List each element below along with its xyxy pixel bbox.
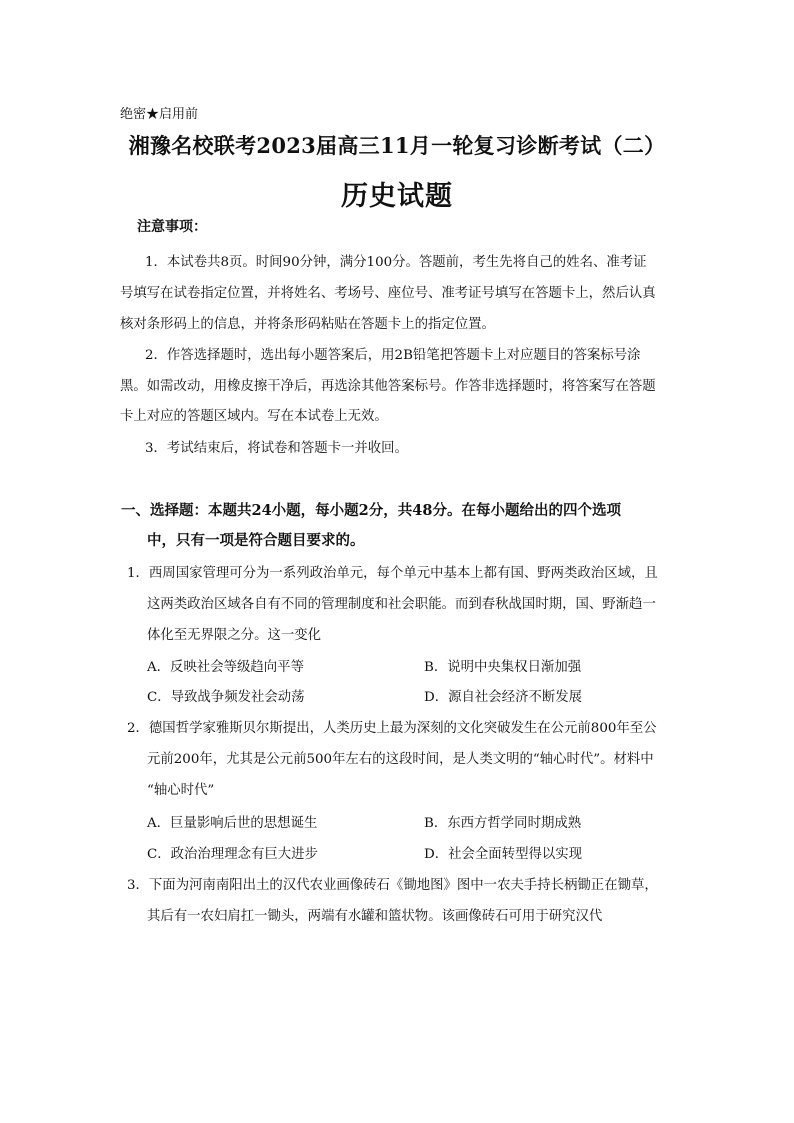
notice-line: 核对条形码上的信息，并将条形码粘贴在答题卡上的指定位置。 [120,317,495,332]
question-2-option-a: A．巨量影响后世的思想诞生 [147,816,318,831]
section-heading-cont: 中，只有一项是符合题目要求的。 [147,532,365,549]
confidential-mark: 绝密★启用前 [120,107,199,122]
subject-title: 历史试题 [341,181,453,212]
notice-line: 1．本试卷共8页。时间90分钟，满分100分。答题前，考生先将自己的姓名、准考证 [145,255,647,270]
question-2-text: 元前200年，尤其是公元前500年左右的这段时间，是人类文明的“轴心时代”。材料中 [147,752,654,767]
question-3-text: 3．下面为河南南阳出土的汉代农业画像砖石《锄地图》图中一农夫手持长柄锄正在锄草， [127,878,658,893]
question-3-text: 其后有一农妇肩扛一锄头，两端有水罐和篮状物。该画像砖石可用于研究汉代 [147,909,603,924]
question-1-option-a: A．反映社会等级趋向平等 [147,660,304,675]
question-1-text: 这两类政治区域各自有不同的管理制度和社会职能。而到春秋战国时期，国、野渐趋一 [147,597,656,612]
notice-line: 2．作答选择题时，选出每小题答案后，用2B铅笔把答题卡上对应题目的答案标号涂 [145,348,641,363]
notice-heading: 注意事项： [137,219,207,235]
notice-line: 号填写在试卷指定位置，并将姓名、考场号、座位号、准考证号填写在答题卡上，然后认真 [120,286,656,301]
question-2-option-d: D．社会全面转型得以实现 [424,847,583,862]
question-1-option-c: C．导致战争频发社会动荡 [147,690,305,705]
section-heading: 一、选择题：本题共24小题，每小题2分，共48分。在每小题给出的四个选项 [121,502,621,519]
question-1-text: 体化至无界限之分。这一变化 [147,628,322,643]
notice-line: 3．考试结束后，将试卷和答题卡一并收回。 [145,441,408,456]
question-2-option-c: C．政治治理理念有巨大进步 [147,847,318,862]
notice-line: 黑。如需改动，用橡皮擦干净后，再选涂其他答案标号。作答非选择题时，将答案写在答题 [120,379,656,394]
question-2-option-b: B．东西方哲学同时期成熟 [424,816,582,831]
question-1-text: 1．西周国家管理可分为一系列政治单元，每个单元中基本上都有国、野两类政治区域，且 [127,566,658,581]
exam-title: 湘豫名校联考2023届高三11月一轮复习诊断考试（二） [128,133,666,158]
notice-line: 卡上对应的答题区域内。写在本试卷上无效。 [120,409,388,424]
question-2-text: “轴心时代” [147,783,215,798]
question-1-option-b: B．说明中央集权日渐加强 [424,660,582,675]
question-1-option-d: D．源自社会经济不断发展 [424,690,583,705]
question-2-text: 2．德国哲学家雅斯贝尔斯提出，人类历史上最为深刻的文化突破发生在公元前800年至公 [127,721,657,736]
